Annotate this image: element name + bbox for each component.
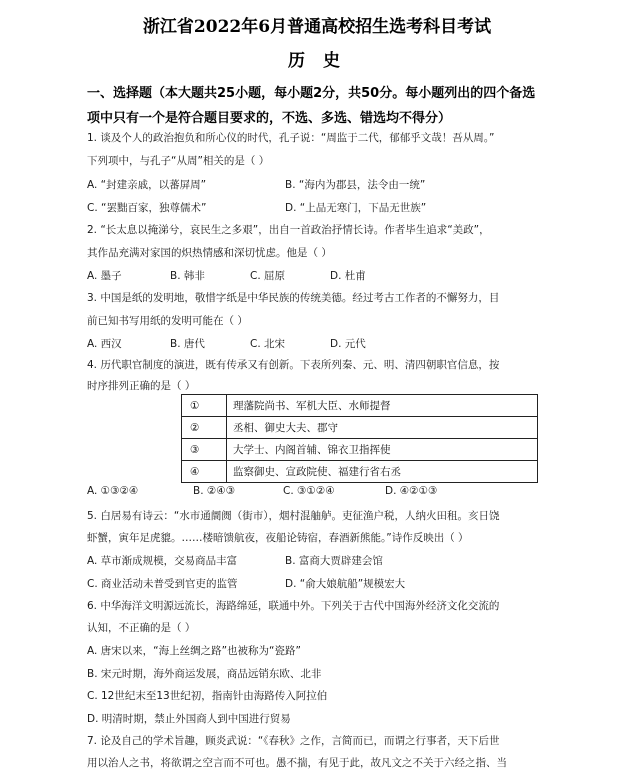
- q1-option-b: B. “海内为郡县，法令由一统”: [285, 179, 426, 191]
- q2-option-d: D. 杜甫: [330, 270, 366, 282]
- row-text: 理藩院尚书、军机大臣、水师提督: [227, 395, 538, 417]
- table-row: [182, 461, 538, 483]
- row-number: ②: [182, 417, 227, 439]
- q4-stem-line2: 时序排列正确的是（ ）: [87, 380, 196, 392]
- table-row: [182, 439, 538, 461]
- q4-option-c: C. ③①②④: [283, 485, 335, 497]
- q5-stem-line1: 5. 白居易有诗云：“水市通阛阓（街市），烟村混舳舻。吏征渔户税，人纳火田租。亥日饶: [87, 510, 500, 522]
- q6-option-b: B. 宋元时期，海外商运发展，商品远销东欧、北非: [87, 668, 322, 680]
- q1-option-c: C. “罢黜百家，独尊儒术”: [87, 202, 207, 214]
- q7-stem-line1: 7. 论及自己的学术旨趣，顾炎武说：“《春秋》之作，言简而已，而谓之行事者，天下后世: [87, 735, 500, 747]
- q6-option-d: D. 明清时期，禁止外国商人到中国进行贸易: [87, 713, 291, 725]
- q4-office-table: [181, 394, 538, 483]
- q4-stem-line1: 4. 历代职官制度的演进，既有传承又有创新。下表所列秦、元、明、清四朝职官信息，按: [87, 359, 500, 371]
- q1-option-d: D. “上品无寒门，下品无世族”: [285, 202, 427, 214]
- q4-option-a: A. ①③②④: [87, 485, 139, 497]
- q3-option-b: B. 唐代: [170, 338, 205, 350]
- exam-title: 浙江省2022年6月普通高校招生选考科目考试: [142, 17, 492, 37]
- q5-option-d: D. “俞大娘航船”规模宏大: [285, 578, 406, 590]
- q2-option-a: A. 墨子: [87, 270, 122, 282]
- row-text: 丞相、御史大夫、郡守: [227, 417, 538, 439]
- q2-stem-line2: 其作品充满对家国的炽热情感和深切忧虑。他是（ ）: [87, 247, 332, 259]
- row-number: ①: [182, 395, 227, 417]
- row-text: 监察御史、宣政院使、福建行省右丞: [227, 461, 538, 483]
- row-text: 大学士、内阁首辅、锦衣卫指挥使: [227, 439, 538, 461]
- q6-option-c: C. 12世纪末至13世纪初，指南针由海路传入阿拉伯: [87, 690, 328, 702]
- q2-option-b: B. 韩非: [170, 270, 205, 282]
- q1-stem-line2: 下列项中，与孔子“从周”相关的是（ ）: [87, 155, 270, 167]
- row-number: ③: [182, 439, 227, 461]
- q3-option-d: D. 元代: [330, 338, 366, 350]
- q1-stem-line1: 1. 谈及个人的政治抱负和所心仪的时代，孔子说：“周监于二代，郁郁乎文哉！吾从周。”: [87, 132, 495, 144]
- q5-stem-line2: 虾蟹，寅年足虎貔。……楼暗馈航夜，夜船论铸宿，春酒新熊能。”诗作反映出（ ）: [87, 532, 469, 544]
- q3-stem-line1: 3. 中国是纸的发明地，敬惜字纸是中华民族的传统美德。经过考古工作者的不懈努力，目: [87, 292, 500, 304]
- q3-option-c: C. 北宋: [250, 338, 286, 350]
- q2-option-c: C. 屈原: [250, 270, 286, 282]
- q3-stem-line2: 前已知书写用纸的发明可能在（ ）: [87, 315, 248, 327]
- q2-stem-line1: 2. “长太息以掩涕兮，哀民生之多艰”，出自一首政治抒情长诗。作者毕生追求“美政”，: [87, 224, 490, 236]
- q1-option-a: A. “封建亲戚，以蕃屏周”: [87, 179, 207, 191]
- q5-option-b: B. 富商大贾辟建会馆: [285, 555, 383, 567]
- q3-option-a: A. 西汉: [87, 338, 122, 350]
- subject-title: 历 史: [288, 51, 346, 71]
- q7-stem-line2: 用以治人之书，将欲谓之空言而不可也。愚不揣，有见于此，故凡文之不关于六经之指、当: [87, 757, 507, 769]
- table-row: [182, 417, 538, 439]
- q6-stem-line2: 认知，不正确的是（ ）: [87, 622, 196, 634]
- row-number: ④: [182, 461, 227, 483]
- q4-option-d: D. ④②①③: [385, 485, 438, 497]
- section-heading-line1: 一、选择题（本大题共25小题，每小题2分，共50分。每小题列出的四个备选: [87, 86, 536, 101]
- q6-stem-line1: 6. 中华海洋文明源远流长，海路绵延，联通中外。下列关于古代中国海外经济文化交流的: [87, 600, 500, 612]
- section-heading-line2: 项中只有一个是符合题目要求的，不选、多选、错选均不得分）: [87, 111, 452, 126]
- q6-option-a: A. 唐宋以来，“海上丝绸之路”也被称为“瓷路”: [87, 645, 301, 657]
- table-row: [182, 395, 538, 417]
- q4-option-b: B. ②④③: [193, 485, 236, 497]
- q5-option-c: C. 商业活动未普受到官吏的监管: [87, 578, 238, 590]
- q5-option-a: A. 草市渐成规模，交易商品丰富: [87, 555, 238, 567]
